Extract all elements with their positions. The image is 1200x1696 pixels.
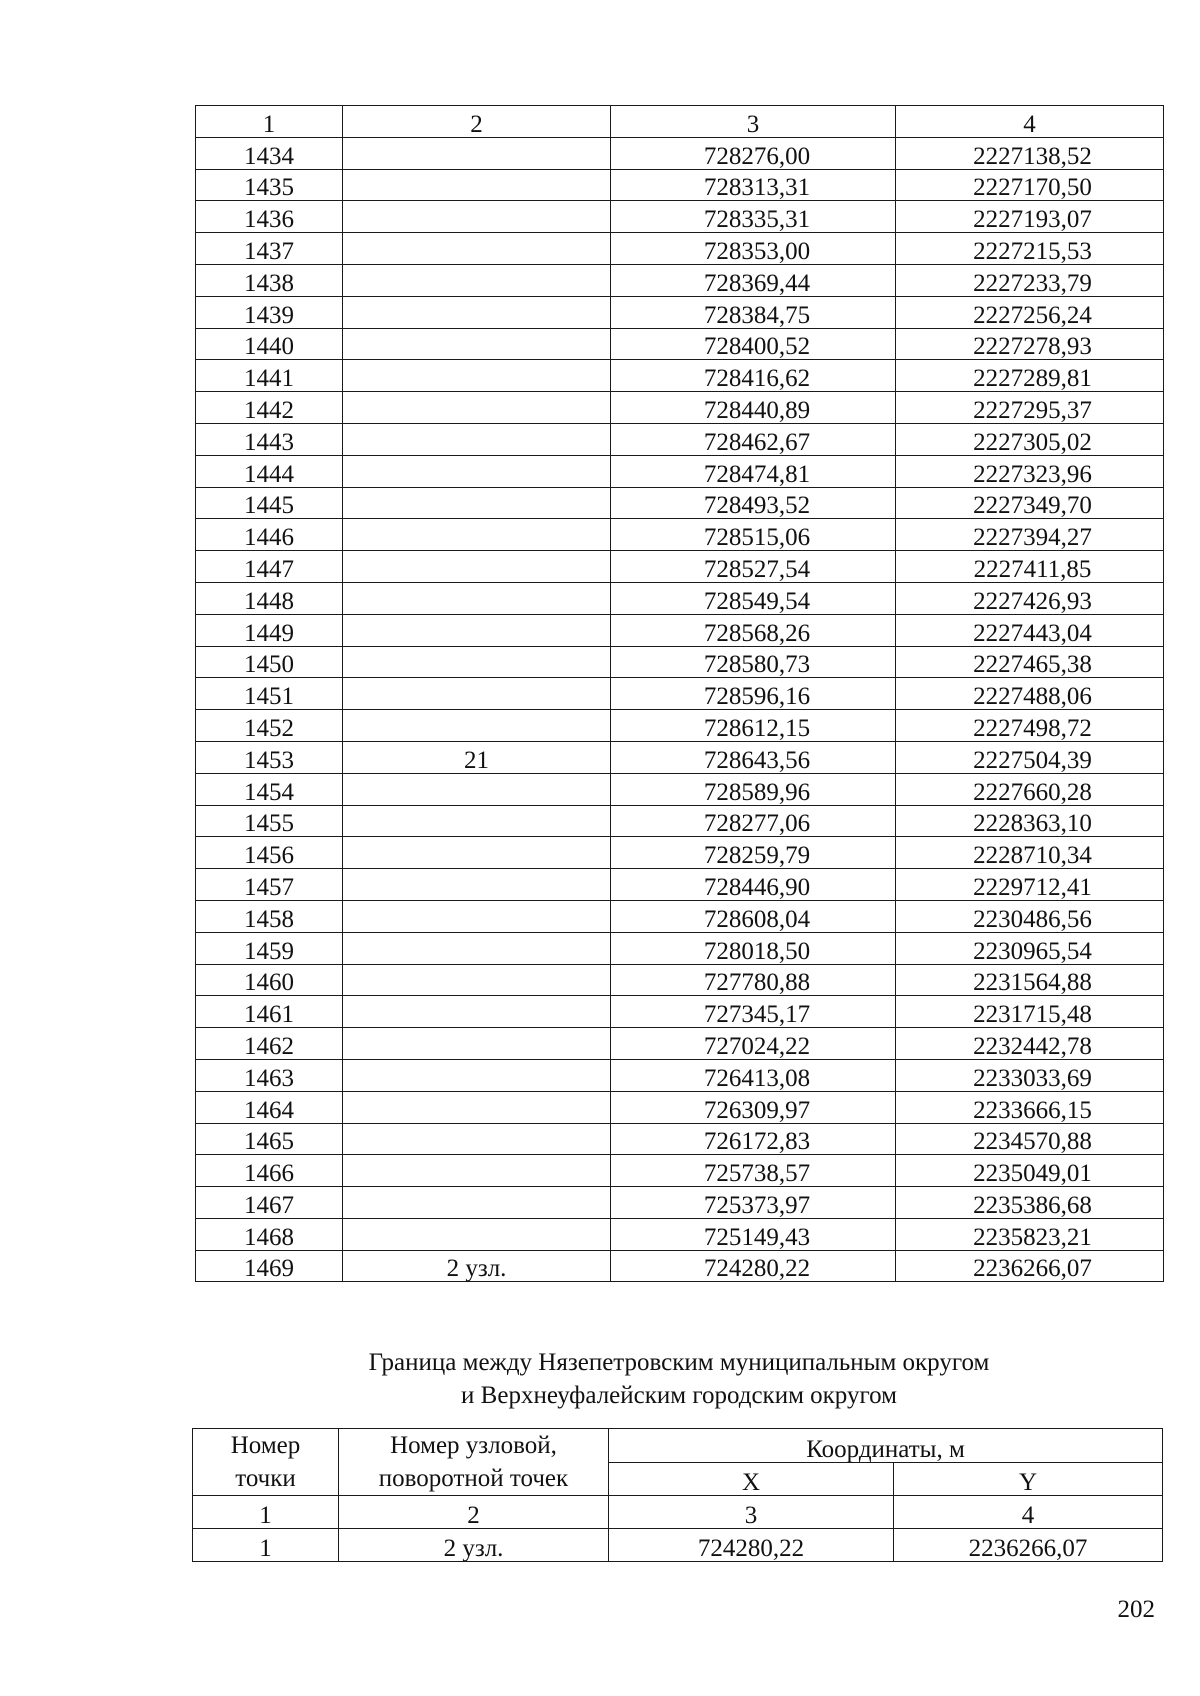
head-x: X [609,1462,894,1496]
node-number-cell [343,551,611,583]
table-row [196,614,1164,646]
point-number-cell: 1457 [196,869,343,901]
point-number-cell: 1444 [196,455,343,487]
y-coordinate-cell: 2229712,41 [896,869,1164,901]
y-coordinate-cell: 2235386,68 [896,1187,1164,1219]
head-text: точки [235,1465,296,1492]
x-coordinate-cell: 728313,31 [611,169,896,201]
point-number-cell: 1468 [196,1218,343,1250]
column-number-row [196,106,1164,138]
table-row [196,169,1164,201]
x-coordinate-cell: 727780,88 [611,964,896,996]
x-coordinate-cell: 724280,22 [611,1250,896,1282]
table-row [196,233,1164,265]
node-number-cell [343,710,611,742]
node-number-cell [343,869,611,901]
point-number-cell: 1436 [196,201,343,233]
column-number-row [193,1496,1163,1529]
y-coordinate-cell: 2227660,28 [896,773,1164,805]
table-row [196,837,1164,869]
x-coordinate-cell: 727024,22 [611,1028,896,1060]
point-number-cell: 1442 [196,392,343,424]
y-coordinate-cell: 2227256,24 [896,296,1164,328]
table-row [196,551,1164,583]
head-node-number [339,1429,609,1496]
point-number-cell: 1464 [196,1091,343,1123]
x-coordinate-cell: 726172,83 [611,1123,896,1155]
node-number-cell [343,614,611,646]
point-number-cell: 1467 [196,1187,343,1219]
node-number-cell [343,1028,611,1060]
node-number-cell [343,646,611,678]
y-coordinate-cell: 2227278,93 [896,328,1164,360]
x-coordinate-cell: 728416,62 [611,360,896,392]
x-coordinate-cell: 728335,31 [611,201,896,233]
table-row [196,710,1164,742]
y-coordinate-cell: 2235049,01 [896,1155,1164,1187]
x-coordinate-cell: 728018,50 [611,932,896,964]
y-coordinate-cell: 2227138,52 [896,137,1164,169]
table-row [196,646,1164,678]
table-row [196,360,1164,392]
column-number-cell: 1 [193,1496,339,1529]
table-row [196,455,1164,487]
point-number-cell: 1439 [196,296,343,328]
point-number-cell: 1446 [196,519,343,551]
x-coordinate-cell: 728596,16 [611,678,896,710]
y-coordinate-cell: 2233666,15 [896,1091,1164,1123]
coordinates-table [195,105,1164,1282]
table-row [196,137,1164,169]
y-coordinate-cell: 2227305,02 [896,423,1164,455]
x-coordinate-cell: 728608,04 [611,900,896,932]
table-row [196,932,1164,964]
node-number-cell [343,805,611,837]
head-text: Номер узловой, [390,1432,557,1459]
x-coordinate-cell: 728549,54 [611,582,896,614]
y-coordinate-cell: 2232442,78 [896,1028,1164,1060]
y-coordinate-cell: 2231564,88 [896,964,1164,996]
point-number-cell: 1445 [196,487,343,519]
node-number-cell [343,360,611,392]
head-y: Y [894,1462,1163,1496]
table-row [196,1091,1164,1123]
node-number-cell [343,264,611,296]
point-number-cell: 1459 [196,932,343,964]
table-row [196,773,1164,805]
section-title-line: Граница между Нязепетровским муниципальным округом [368,1349,990,1376]
node-number-cell [343,1218,611,1250]
y-coordinate-cell: 2227233,79 [896,264,1164,296]
table-row [196,423,1164,455]
node-number-cell [343,455,611,487]
head-text: поворотной точек [378,1465,569,1492]
x-coordinate-cell: 728474,81 [611,455,896,487]
head-point-number [193,1429,339,1496]
y-coordinate-cell: 2227323,96 [896,455,1164,487]
node-number-cell [343,137,611,169]
table-row [196,296,1164,328]
node-number-cell [343,169,611,201]
x-coordinate-cell: 728612,15 [611,710,896,742]
y-coordinate-cell: 2228363,10 [896,805,1164,837]
node-number-cell [343,1187,611,1219]
point-number-cell: 1460 [196,964,343,996]
node-number-cell [343,296,611,328]
node-number-cell [343,1091,611,1123]
node-number-cell: 2 узл. [343,1250,611,1282]
y-coordinate-cell: 2227465,38 [896,646,1164,678]
x-coordinate-cell: 728493,52 [611,487,896,519]
y-coordinate-cell: 2227443,04 [896,614,1164,646]
node-number-cell [343,996,611,1028]
node-number-cell [343,582,611,614]
table-head-row [193,1429,1163,1463]
page-number: 202 [1117,1596,1155,1623]
y-coordinate-cell: 2227295,37 [896,392,1164,424]
x-coordinate-cell: 725149,43 [611,1218,896,1250]
column-number-cell: 4 [896,106,1164,138]
node-number-cell [343,487,611,519]
table-row [196,1155,1164,1187]
table-row [196,392,1164,424]
x-coordinate-cell: 728515,06 [611,519,896,551]
column-number-cell: 1 [196,106,343,138]
table-row [196,869,1164,901]
table-row [196,1218,1164,1250]
node-number-cell [343,1155,611,1187]
node-number-cell [343,932,611,964]
y-coordinate-cell: 2227488,06 [896,678,1164,710]
point-number-cell: 1437 [196,233,343,265]
table-row [196,678,1164,710]
y-coordinate-cell: 2227215,53 [896,233,1164,265]
x-coordinate-cell: 725373,97 [611,1187,896,1219]
table-row [196,741,1164,773]
y-coordinate-cell: 2236266,07 [896,1250,1164,1282]
y-coordinate-cell: 2236266,07 [894,1529,1163,1562]
point-number-cell: 1466 [196,1155,343,1187]
node-number-cell [343,1123,611,1155]
x-coordinate-cell: 728384,75 [611,296,896,328]
node-number-cell [343,1059,611,1091]
y-coordinate-cell: 2230486,56 [896,900,1164,932]
table-row [196,201,1164,233]
table-row [196,328,1164,360]
point-number-cell: 1455 [196,805,343,837]
node-number-cell: 2 узл. [339,1529,609,1562]
point-number-cell: 1434 [196,137,343,169]
point-number-cell: 1443 [196,423,343,455]
node-number-cell [343,519,611,551]
point-number-cell: 1453 [196,741,343,773]
point-number-cell: 1454 [196,773,343,805]
y-coordinate-cell: 2227349,70 [896,487,1164,519]
node-number-cell [343,773,611,805]
table-row [196,996,1164,1028]
x-coordinate-cell: 725738,57 [611,1155,896,1187]
column-number-cell: 4 [894,1496,1163,1529]
table-row [196,1250,1164,1282]
node-number-cell [343,392,611,424]
table-row [196,1187,1164,1219]
point-number-cell: 1451 [196,678,343,710]
point-number-cell: 1449 [196,614,343,646]
node-number-cell [343,201,611,233]
node-number-cell [343,837,611,869]
x-coordinate-cell: 728589,96 [611,773,896,805]
table-row [196,1028,1164,1060]
table-row [196,487,1164,519]
point-number-cell: 1440 [196,328,343,360]
y-coordinate-cell: 2227193,07 [896,201,1164,233]
y-coordinate-cell: 2227504,39 [896,741,1164,773]
node-number-cell [343,423,611,455]
y-coordinate-cell: 2227394,27 [896,519,1164,551]
table-row [196,519,1164,551]
x-coordinate-cell: 726413,08 [611,1059,896,1091]
point-number-cell: 1 [193,1529,339,1562]
y-coordinate-cell: 2227498,72 [896,710,1164,742]
boundary-table-body [193,1429,1163,1562]
section-title [195,1346,1163,1412]
y-coordinate-cell: 2228710,34 [896,837,1164,869]
point-number-cell: 1450 [196,646,343,678]
x-coordinate-cell: 728462,67 [611,423,896,455]
y-coordinate-cell: 2227170,50 [896,169,1164,201]
point-number-cell: 1448 [196,582,343,614]
section-title-line: и Верхнеуфалейским городским округом [461,1382,897,1409]
column-number-cell: 3 [609,1496,894,1529]
node-number-cell [343,678,611,710]
table-row [196,582,1164,614]
table-row [196,964,1164,996]
x-coordinate-cell: 728400,52 [611,328,896,360]
point-number-cell: 1461 [196,996,343,1028]
point-number-cell: 1441 [196,360,343,392]
column-number-cell: 3 [611,106,896,138]
point-number-cell: 1438 [196,264,343,296]
y-coordinate-cell: 2230965,54 [896,932,1164,964]
point-number-cell: 1458 [196,900,343,932]
y-coordinate-cell: 2227289,81 [896,360,1164,392]
table-row [196,264,1164,296]
x-coordinate-cell: 728446,90 [611,869,896,901]
y-coordinate-cell: 2235823,21 [896,1218,1164,1250]
boundary-coordinates-table [192,1428,1163,1562]
x-coordinate-cell: 728353,00 [611,233,896,265]
column-number-cell: 2 [343,106,611,138]
coordinates-table-body [196,106,1164,1282]
x-coordinate-cell: 728276,00 [611,137,896,169]
x-coordinate-cell: 728580,73 [611,646,896,678]
x-coordinate-cell: 728440,89 [611,392,896,424]
x-coordinate-cell: 728568,26 [611,614,896,646]
node-number-cell [343,233,611,265]
table-row [196,805,1164,837]
node-number-cell [343,964,611,996]
table-row [196,1059,1164,1091]
x-coordinate-cell: 728277,06 [611,805,896,837]
x-coordinate-cell: 728527,54 [611,551,896,583]
y-coordinate-cell: 2227426,93 [896,582,1164,614]
point-number-cell: 1463 [196,1059,343,1091]
point-number-cell: 1465 [196,1123,343,1155]
point-number-cell: 1435 [196,169,343,201]
point-number-cell: 1456 [196,837,343,869]
table-row [196,1123,1164,1155]
point-number-cell: 1462 [196,1028,343,1060]
column-number-cell: 2 [339,1496,609,1529]
point-number-cell: 1469 [196,1250,343,1282]
y-coordinate-cell: 2233033,69 [896,1059,1164,1091]
point-number-cell: 1447 [196,551,343,583]
x-coordinate-cell: 728643,56 [611,741,896,773]
node-number-cell [343,900,611,932]
x-coordinate-cell: 728369,44 [611,264,896,296]
head-text: Номер [230,1432,301,1459]
x-coordinate-cell: 724280,22 [609,1529,894,1562]
x-coordinate-cell: 726309,97 [611,1091,896,1123]
node-number-cell: 21 [343,741,611,773]
node-number-cell [343,328,611,360]
table-row [196,900,1164,932]
y-coordinate-cell: 2231715,48 [896,996,1164,1028]
y-coordinate-cell: 2234570,88 [896,1123,1164,1155]
head-coordinates: Координаты, м [609,1429,1163,1463]
y-coordinate-cell: 2227411,85 [896,551,1164,583]
point-number-cell: 1452 [196,710,343,742]
x-coordinate-cell: 728259,79 [611,837,896,869]
x-coordinate-cell: 727345,17 [611,996,896,1028]
table-row [193,1529,1163,1562]
